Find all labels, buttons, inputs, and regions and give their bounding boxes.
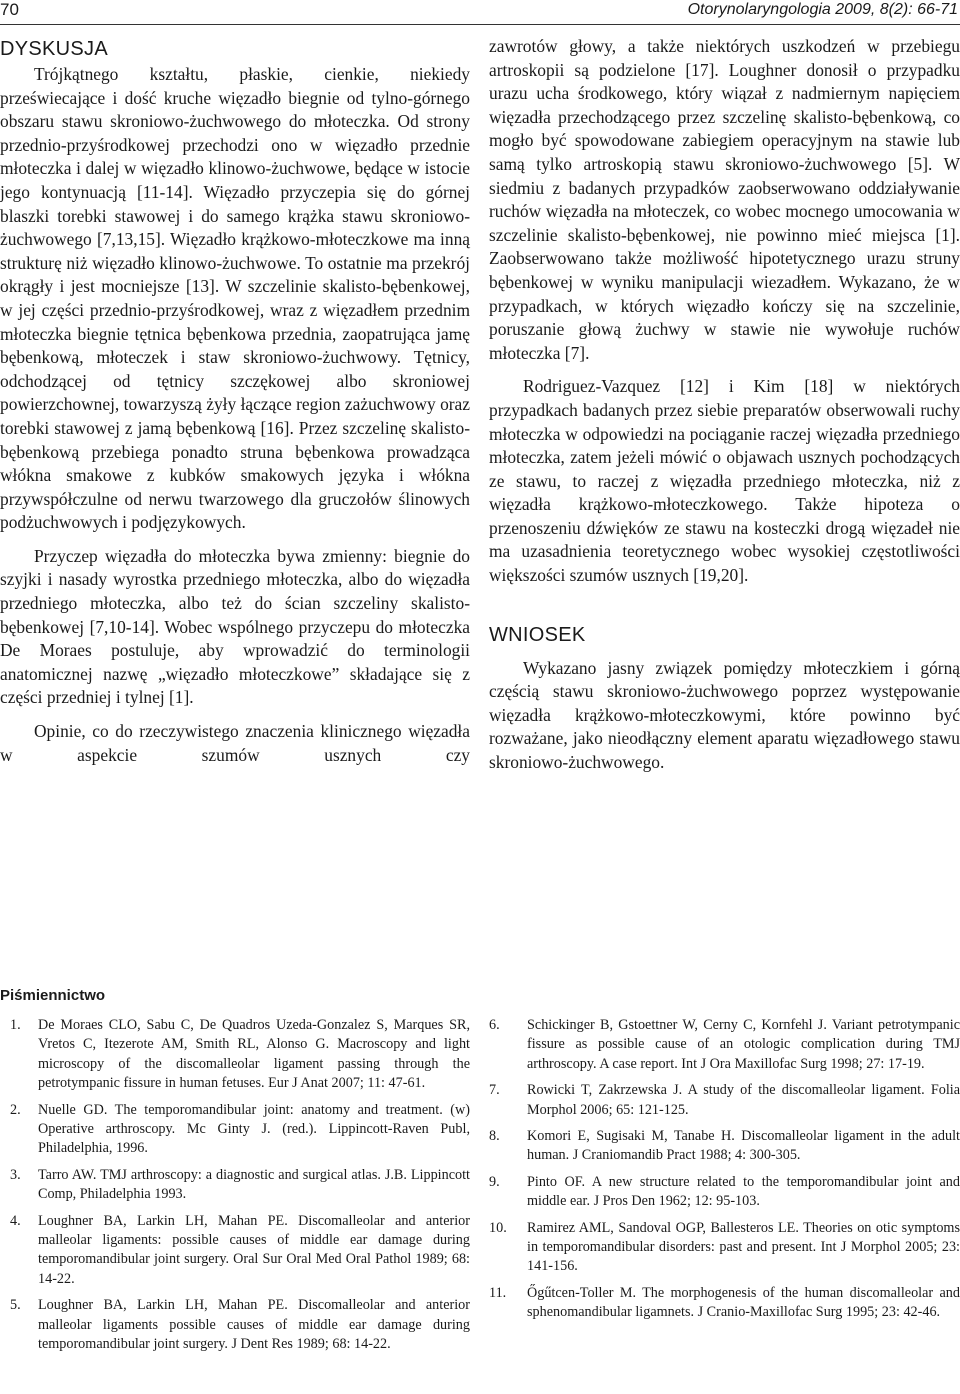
reference-item: 2. Nuelle GD. The temporomandibular joint: anatomy and treatment. (w) Operative arthroscopy. Mc Ginty J. (red.). Lippincott-Raven Publ, Philadelphia, 1996.	[10, 1101, 470, 1157]
reference-item: 6. Schickinger B, Gstoettner W, Cerny C, Kornfehl J. Variant petrotympanic fissure as possible cause of an otologic complication during TMJ arthroscopy. A case report. Int J Ora Maxillofac Surg 1998; 27: 17-19.	[489, 1017, 960, 1072]
reference-item: 3. Tarro AW. TMJ arthroscopy: a diagnostic and surgical atlas. J.B. Lippincott Comp, Philadelphia 1993.	[10, 1166, 470, 1203]
paragraph-continuation: zawrotów głowy, a także niektórych uszkodzeń w przebiegu artroskopii są podzielone [17]. Loughner donosił o przypadku urazu ucha środkowego, który wiązał z nadmiernym napięciem więzadła przechodzącego przez szczelinę skalisto-bębenkową, co mogło być spowodowane zabiegiem operacyjnym na stawie lub samą tylko artroskopią stawu skroniowo-żuchwowego [5]. W siedmiu z badanych przypadków zaobserwowano oddziaływanie ruchów więzadła na młoteczek, co wobec mocnego umocowania w szczelinie skalisto-bębenkowej, nie powinno mieć miejsca [1]. Zaobserwowano także możliwość hipotetycznego urazu struny bębenkowej w wyniku manipulacji wiezadłem. Wykazano, że w przypadkach, w których więzadło kończy się na szczelinie, poruszanie głową żuchwy w stawie nie wywołuje ruchów młoteczka [7].	[489, 36, 960, 363]
section-heading-conclusion: WNIOSEK	[489, 623, 586, 646]
discussion-paragraph-3: Opinie, co do rzeczywistego znaczenia klinicznego więzadła w aspekcie szumów usznych czy	[0, 721, 470, 765]
discussion-paragraph-3-continued	[489, 35, 960, 365]
discussion-paragraph-2: Przyczep więzadła do młoteczka bywa zmienny: biegnie do szyjki i nasady wyrostka przedniego młoteczka, albo do więzadła przedniego młoteczka, albo też do ścian szczeliny skalisto-bębenkowej [7,10-14]. Wobec wspólnego przyczepu do młoteczka De Moraes postuluje, aby wprowadzić do terminologii anatomicznej nazwę „więzadło młoteczkowe” składające się z części przedniej i tylnej [1].	[0, 545, 470, 708]
running-head: Otorynolaryngologia 2009, 8(2): 66-71	[687, 1, 958, 18]
column-left	[0, 38, 470, 767]
reference-item: 4. Loughner BA, Larkin LH, Mahan PE. Discomalleolar and anterior malleolar ligaments: possible causes of middle ear damage during temporomandibular joint surgery. Oral Sur Oral Med Oral Pathol 1989; 68: 14-22.	[10, 1212, 470, 1287]
column-right	[489, 38, 960, 775]
discussion-paragraph-1: Trójkątnego kształtu, płaskie, cienkie, niekiedy przeświecające i dość kruche więzadło biegnie od tylno-górnego obszaru stawu skroniowo-żuchwowego do młoteczka. Od strony przednio-przyśrodkowej przechodzi ono w więzadło przednie młoteczka i dalej w więzadło klinowo-żuchwowe, będące w istocie jego kontynuacją [11-14]. Więzadło przyczepia się do górnej blaszki torebki stawowej i do samego krążka stawu skroniowo-żuchwowego [7,13,15]. Więzadło krążkowo-młoteczkowe ma inną strukturę niż więzadło klinowo-żuchwowe. To ostatnie ma przekrój okrągły i jest mocniejsze [13]. W szczelinie skalisto-bębenkowej, w jej części przednio-przyśrodkowej, wraz z więzadłem przednim młoteczka biegnie tętnica bębenkowa przednia, zaopatrująca jamę bębenkową, młoteczek i staw skroniowo-żuchwowy. Tętnicy, odchodzącej od tętnicy szczękowej albo skroniowej powierzchownej, towarzyszą żyły łączące region zażuchwowy oraz torebki stawowej z jamą bębenkową [16]. Przez szczelinę skalisto-bębenkową przebiega ponadto struna bębenkowa prowadząca włókna smakowe z kubków smakowych języka i włókna przywspółczulne od nerwu twarzowego dla gruczołów ślinowych podżuchwowych i podjęzykowych.	[0, 64, 470, 533]
discussion-paragraph-4: Rodriguez-Vazquez [12] i Kim [18] w niektórych przypadkach badanych przez siebie preparatów obserwowali ruchy młoteczka w odpowiedzi na pociąganie raczej więzadła przedniego młoteczka, zatem jeżeli mówić o objawach usznych pochodzących ze stawu, to raczej z więzadła przedniego młoteczka, niż z więzadła krążkowo-młoteczkowego. Także hipoteza o przenoszeniu dźwięków ze stawu na kosteczki drogą więzadeł nie ma uzasadnienia teoretycznego wobec wysokiej częstotliwości większości szumów usznych [19,20].	[489, 376, 960, 586]
reference-item: 8. Komori E, Sugisaki M, Tanabe H. Discomalleolar ligament in the adult human. J Craniomandib Pract 1988; 4: 300-305.	[489, 1128, 960, 1164]
reference-item: 1. De Moraes CLO, Sabu C, De Quadros Uzeda-Gonzalez S, Marques SR, Vretos C, Itezerote AM, Smith RL, Alonso G. Macroscopy and light microscopy of the discomalleolar ligament passing through the petrotympanic fissure in human fetuses. Eur J Anat 2007; 11: 47-61.	[10, 1017, 470, 1092]
reference-item: 9. Pinto OF. A new structure related to the temporomandibular joint and middle ear. J Pros Den 1962; 12: 95-103.	[489, 1173, 960, 1210]
reference-item: 5. Loughner BA, Larkin LH, Mahan PE. Discomalleolar and anterior malleolar ligaments possible causes of middle ear damage during temporomandibular joint surgery. J Dent Res 1989; 68: 14-22.	[10, 1297, 470, 1353]
page-number: 70	[0, 0, 19, 19]
conclusion-section	[489, 624, 960, 775]
section-heading-discussion: DYSKUSJA	[0, 38, 108, 60]
references-list-right	[489, 1016, 960, 1330]
header-rule	[0, 24, 960, 25]
reference-item: 7. Rowicki T, Zakrzewska J. A study of the discomalleolar ligament. Folia Morphol 2006; 65: 121-125.	[489, 1082, 960, 1118]
reference-item: 11. Őgűtcen-Toller M. The morphogenesis of the human discomalleolar and sphenomandibular ligamnets. J Cranio-Maxillofac Surg 1995; 23: 42-46.	[489, 1284, 960, 1321]
references-list-left	[0, 1016, 470, 1362]
conclusion-paragraph: Wykazano jasny związek pomiędzy młoteczkiem i górną częścią stawu skroniowo-żuchwowego poprzez występowanie więzadła krążkowo-młoteczkowymi, które powinno być rozważane, jako nieodłączny element aparatu więzadłowego stawu skroniowo-żuchwowego.	[489, 657, 960, 773]
references-heading: Piśmiennictwo	[0, 987, 106, 1004]
reference-item: 10. Ramirez AML, Sandoval OGP, Ballesteros LE. Theories on otic symptoms in temporomandibular disorders: past and present. Int J Morphol 2005; 23: 141-156.	[489, 1219, 960, 1275]
